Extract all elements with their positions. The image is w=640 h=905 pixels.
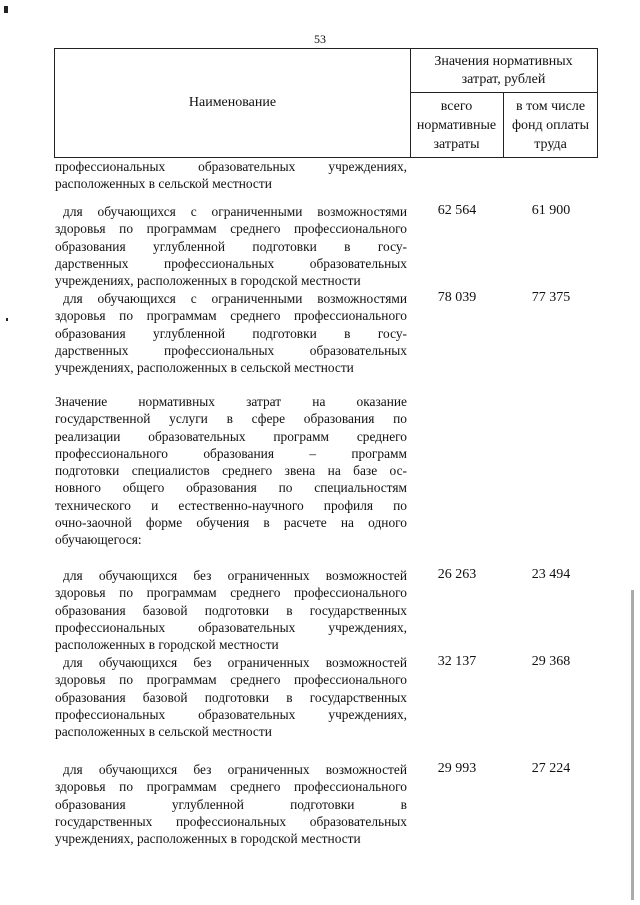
- row-text-line: профессиональных образовательных учреждениях,: [55, 706, 407, 722]
- row-fund-value: 27 224: [531, 761, 571, 776]
- row-text-line: здоровья по программам среднего профессионального: [55, 585, 407, 601]
- row-text-line: образования базовой подготовки в государственных: [55, 602, 407, 618]
- row-text-line: учреждениях, расположенных в городской местности: [55, 273, 361, 289]
- table-row: [55, 654, 407, 740]
- table-row: [55, 158, 407, 193]
- column-header-values-line: затрат, рублей: [461, 72, 546, 87]
- row-total-value: 29 993: [437, 761, 477, 776]
- scan-edge-shadow: [631, 590, 634, 900]
- row-text-line: очно-заочной форме обучения в расчете на одного: [55, 515, 407, 531]
- column-header-total-line: затраты: [433, 137, 480, 152]
- table-row-section-heading: [55, 393, 407, 549]
- column-header-fund-line: труда: [534, 137, 567, 152]
- row-text-line: образования базовой подготовки в государственных: [55, 689, 407, 705]
- row-fund-value: 23 494: [531, 567, 571, 582]
- column-header-name: Наименование: [55, 49, 411, 157]
- row-text-line: для обучающихся с ограниченными возможностями: [63, 204, 407, 219]
- row-text-line: образования углубленной подготовки в госу-: [55, 325, 407, 341]
- column-header-values-line: Значения нормативных: [434, 54, 573, 69]
- row-text-line: для обучающихся без ограниченных возможностей: [63, 655, 407, 670]
- column-header-fund: [504, 93, 597, 157]
- row-text-line: учреждениях, расположенных в сельской местности: [55, 360, 354, 376]
- row-text-line: образования углубленной подготовки в госу-: [55, 238, 407, 254]
- row-text-line: дарственных профессиональных образовательных: [55, 342, 407, 358]
- row-text-line: подготовки специалистов среднего звена на базе ос-: [55, 463, 407, 479]
- row-text-line: профессиональных образовательных учреждениях,: [55, 159, 407, 174]
- table-row: [55, 203, 407, 289]
- row-text-line: здоровья по программам среднего профессионального: [55, 221, 407, 237]
- row-text-line: технического и естественно-научного профиля по: [55, 497, 407, 513]
- row-fund-value: 29 368: [531, 654, 571, 669]
- row-text-line: здоровья по программам среднего профессионального: [55, 672, 407, 688]
- row-total-value: 62 564: [437, 203, 477, 218]
- row-text-line: расположенных в городской местности: [55, 637, 279, 653]
- column-header-total: [410, 93, 504, 157]
- row-text-line: здоровья по программам среднего профессионального: [55, 779, 407, 795]
- row-text-line: государственных профессиональных образовательных: [55, 813, 407, 829]
- row-text-line: Значение нормативных затрат на оказание: [55, 394, 407, 409]
- scan-mark: [6, 318, 8, 321]
- row-text-line: профессиональных образовательных учреждениях,: [55, 619, 407, 635]
- column-header-total-line: всего: [440, 99, 473, 114]
- table-row: [55, 290, 407, 376]
- row-text-line: для обучающихся без ограниченных возможностей: [63, 762, 407, 777]
- row-total-value: 78 039: [437, 290, 477, 305]
- column-header-total-line: нормативные: [416, 118, 497, 133]
- table-row: [55, 567, 407, 653]
- row-fund-value: 61 900: [531, 203, 571, 218]
- column-header-fund-line: фонд оплаты: [511, 118, 590, 133]
- row-text-line: расположенных в сельской местности: [55, 724, 272, 740]
- row-text-line: обучающегося:: [55, 532, 142, 548]
- page-number: 53: [314, 32, 326, 46]
- column-header-fund-line: в том числе: [515, 99, 586, 114]
- row-text-line: дарственных профессиональных образовательных: [55, 255, 407, 271]
- row-text-line: государственной услуги в сфере образования по: [55, 411, 407, 427]
- row-text-line: расположенных в сельской местности: [55, 176, 272, 192]
- row-text-line: для обучающихся с ограниченными возможностями: [63, 291, 407, 306]
- table-row: [55, 761, 407, 847]
- scan-mark: [4, 6, 8, 13]
- row-text-line: здоровья по программам среднего профессионального: [55, 308, 407, 324]
- row-total-value: 26 263: [437, 567, 477, 582]
- column-header-values: [410, 49, 597, 93]
- row-text-line: для обучающихся без ограниченных возможностей: [63, 568, 407, 583]
- row-text-line: профессионального образования – программ: [55, 445, 407, 461]
- row-text-line: образования углубленной подготовки в: [55, 796, 407, 812]
- row-fund-value: 77 375: [531, 290, 571, 305]
- row-text-line: реализации образовательных программ среднего: [55, 428, 407, 444]
- row-text-line: учреждениях, расположенных в городской местности: [55, 831, 361, 847]
- table-header: [54, 48, 598, 158]
- row-text-line: новного общего образования по специальностям: [55, 480, 407, 496]
- row-total-value: 32 137: [437, 654, 477, 669]
